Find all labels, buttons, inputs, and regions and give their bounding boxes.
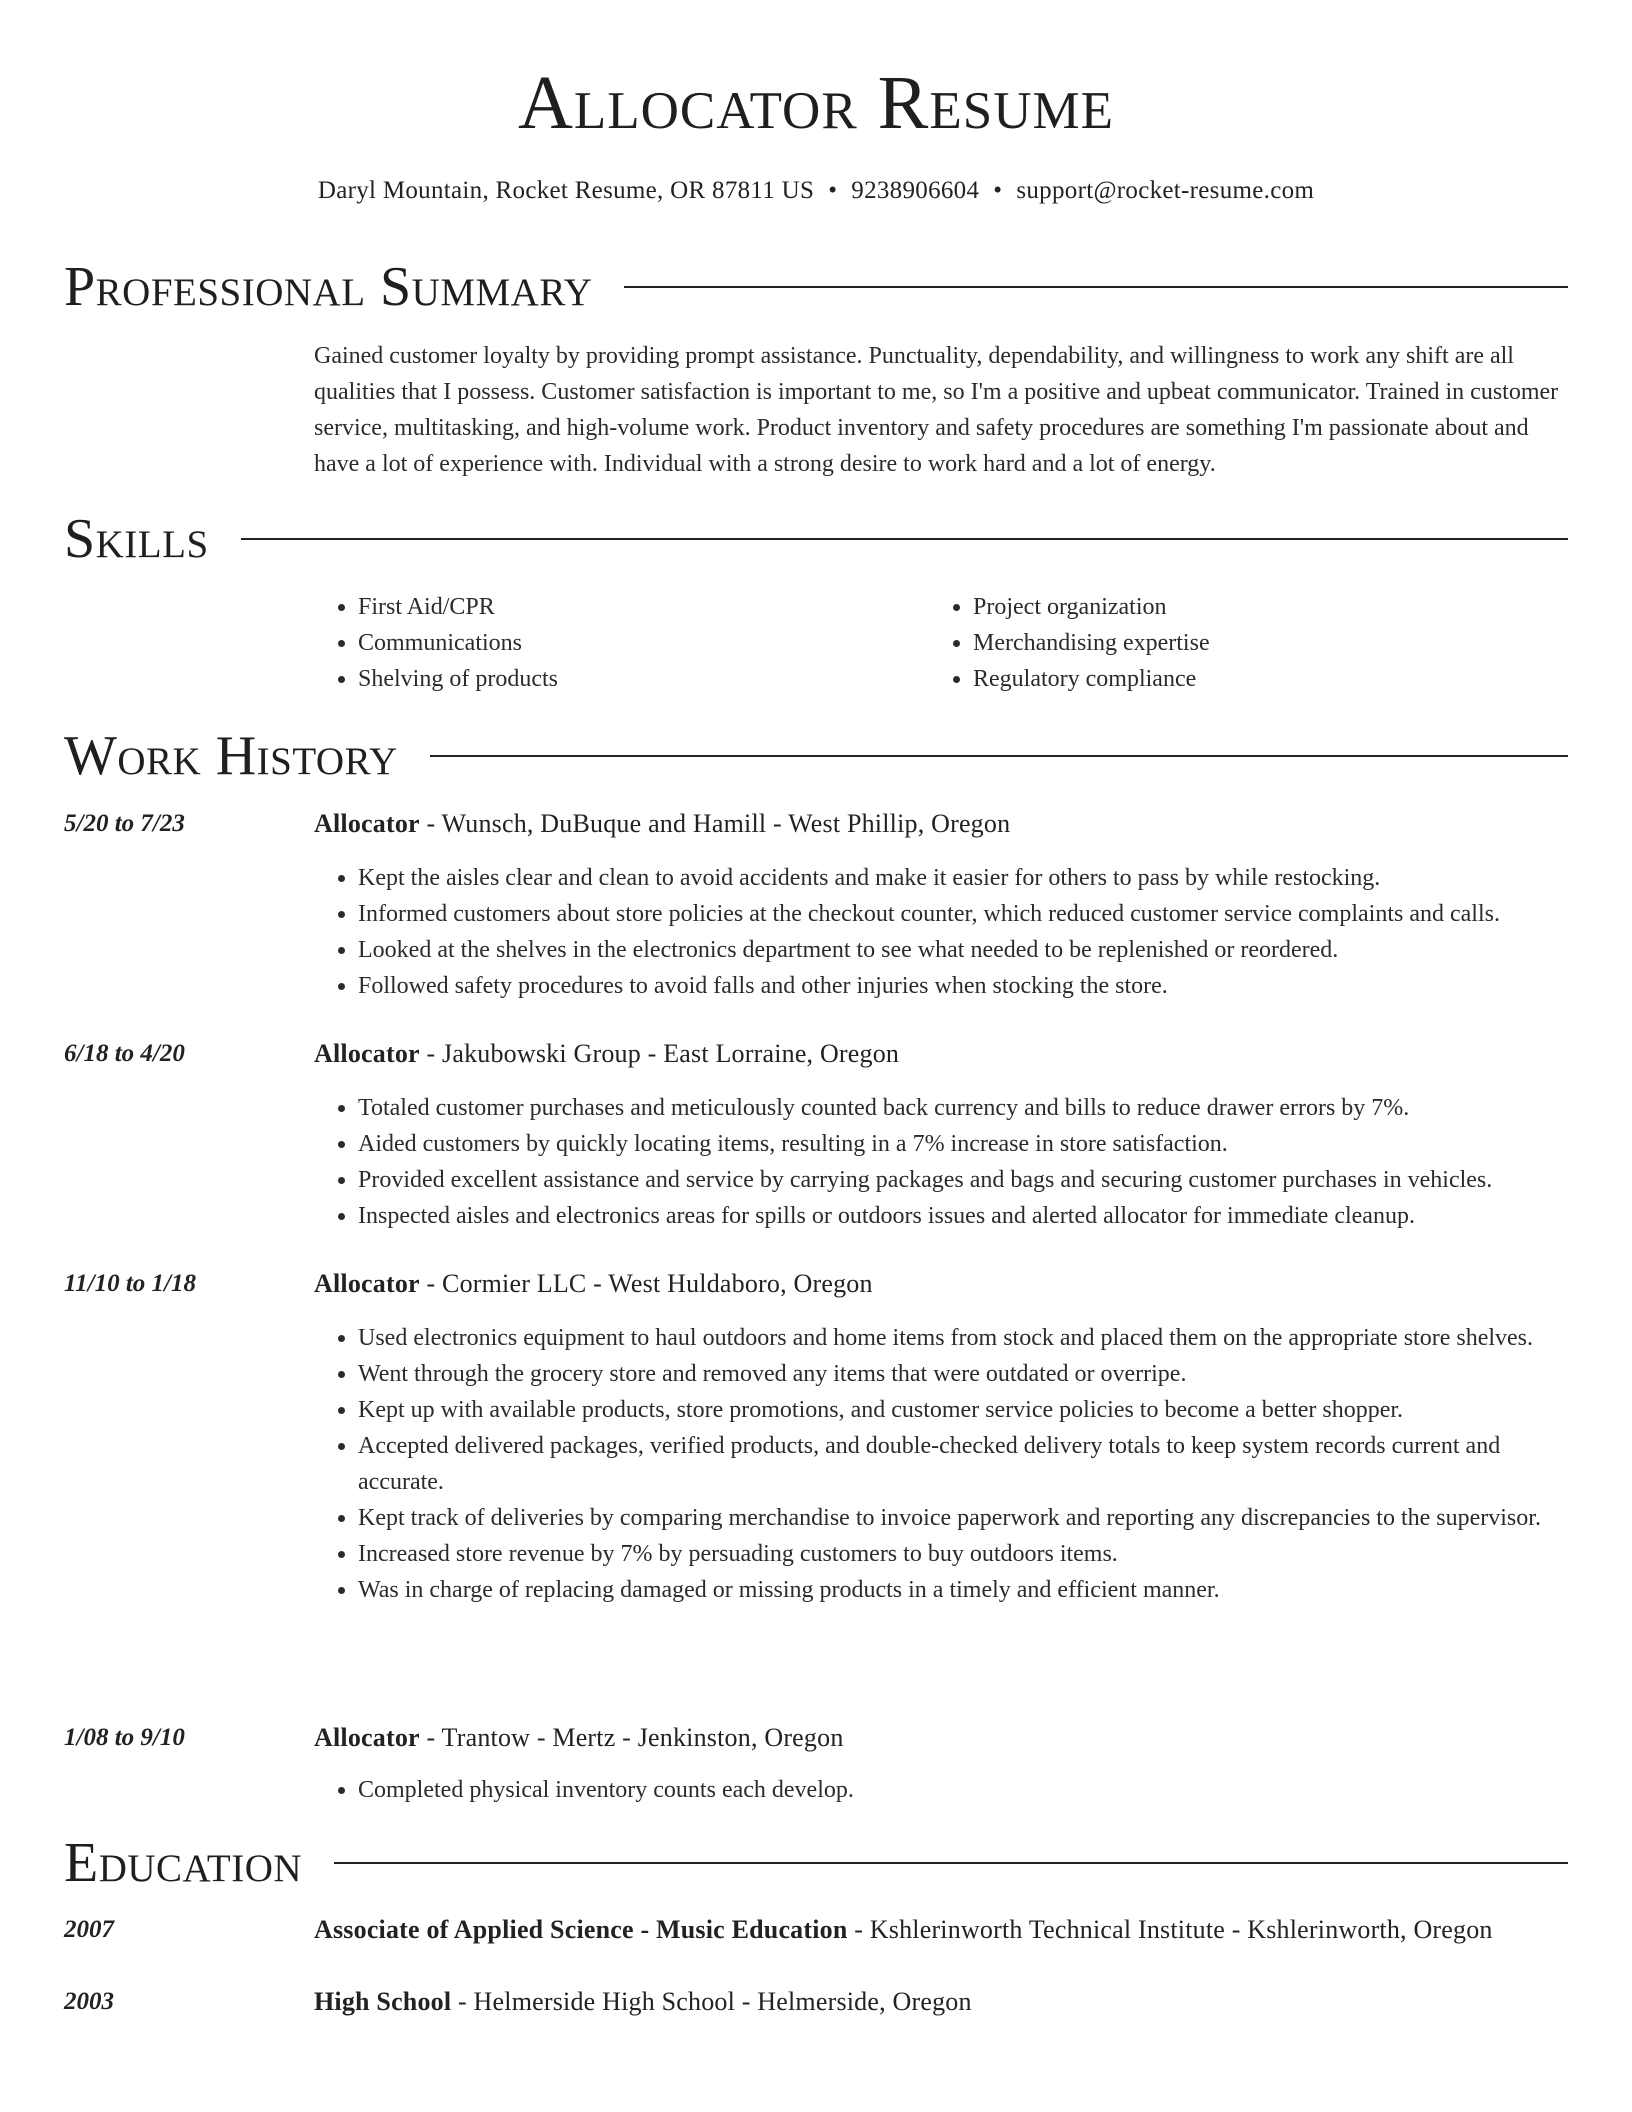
job-bullet: • Was in charge of replacing damaged or missing products in a timely and efficient manner. bbox=[358, 1572, 1568, 1608]
section-title-education: Education bbox=[64, 1832, 303, 1894]
education-heading bbox=[314, 1912, 1568, 1948]
education-details: - Kshlerinworth Technical Institute - Kshlerinworth, Oregon bbox=[847, 1915, 1493, 1944]
job-bullet: • Followed safety procedures to avoid falls and other injuries when stocking the store. bbox=[358, 968, 1568, 1004]
job-details: - Cormier LLC - West Huldaboro, Oregon bbox=[419, 1269, 873, 1298]
job-details: - Jakubowski Group - East Lorraine, Oregon bbox=[419, 1039, 900, 1068]
job-bullet: • Increased store revenue by 7% by persuading customers to buy outdoors items. bbox=[358, 1536, 1568, 1572]
job-bullet: • Totaled customer purchases and meticulously counted back currency and bills to reduce drawer errors by 7%. bbox=[358, 1090, 1568, 1126]
section-divider bbox=[241, 538, 1568, 540]
section-divider bbox=[334, 1862, 1568, 1864]
education-year: 2007 bbox=[64, 1916, 114, 1943]
section-header-summary bbox=[64, 252, 1568, 322]
job-bullets bbox=[314, 1090, 1568, 1234]
job-title: Allocator bbox=[314, 809, 420, 838]
job-bullet: • Accepted delivered packages, verified products, and double-checked delivery totals to keep system records current and accurate. bbox=[358, 1428, 1568, 1500]
skill-item: • First Aid/CPR bbox=[358, 589, 929, 625]
education-heading bbox=[314, 1984, 1568, 2020]
job-bullet: • Completed physical inventory counts each develop. bbox=[358, 1772, 1568, 1808]
education-details: - Helmerside High School - Helmerside, Oregon bbox=[451, 1987, 972, 2016]
section-title-summary: Professional Summary bbox=[64, 256, 593, 318]
section-divider bbox=[430, 755, 1568, 757]
skill-item: • Merchandising expertise bbox=[973, 625, 1544, 661]
job-heading bbox=[314, 1036, 1568, 1072]
job-bullet: • Aided customers by quickly locating items, resulting in a 7% increase in store satisfaction. bbox=[358, 1126, 1568, 1162]
job-dates: 5/20 to 7/23 bbox=[64, 810, 185, 837]
contact-email[interactable]: support@rocket-resume.com bbox=[1016, 177, 1315, 204]
job-bullet: • Kept the aisles clear and clean to avoid accidents and make it easier for others to pass by while restocking. bbox=[358, 860, 1568, 896]
contact-separator: • bbox=[828, 177, 838, 204]
job-bullet: • Looked at the shelves in the electronics department to see what needed to be replenished or reordered. bbox=[358, 932, 1568, 968]
job-bullet: • Informed customers about store policies at the checkout counter, which reduced customer service complaints and calls. bbox=[358, 896, 1568, 932]
job-bullets bbox=[314, 1772, 1568, 1808]
section-header-education bbox=[64, 1828, 1568, 1898]
skills-list bbox=[314, 589, 1568, 697]
section-header-work-history bbox=[64, 721, 1568, 791]
job-bullets bbox=[314, 1320, 1568, 1608]
section-divider bbox=[624, 286, 1568, 288]
skill-item: • Shelving of products bbox=[358, 661, 929, 697]
contact-address: Daryl Mountain, Rocket Resume, OR 87811 US bbox=[317, 177, 815, 204]
skill-item: • Communications bbox=[358, 625, 929, 661]
job-title: Allocator bbox=[314, 1269, 420, 1298]
job-dates: 6/18 to 4/20 bbox=[64, 1040, 185, 1067]
job-heading bbox=[314, 1266, 1568, 1302]
job-details: - Wunsch, DuBuque and Hamill - West Phillip, Oregon bbox=[419, 809, 1011, 838]
job-bullet: • Used electronics equipment to haul outdoors and home items from stock and placed them on the appropriate store shelves. bbox=[358, 1320, 1568, 1356]
job-bullet: • Kept track of deliveries by comparing merchandise to invoice paperwork and reporting any discrepancies to the supervisor. bbox=[358, 1500, 1568, 1536]
contact-line bbox=[0, 174, 1632, 208]
section-title-skills: Skills bbox=[64, 508, 209, 570]
education-degree: Associate of Applied Science - Music Education bbox=[314, 1915, 848, 1944]
job-dates: 11/10 to 1/18 bbox=[64, 1270, 196, 1297]
job-heading bbox=[314, 806, 1568, 842]
resume-title: Allocator Resume bbox=[517, 61, 1115, 145]
job-dates: 1/08 to 9/10 bbox=[64, 1724, 185, 1751]
job-bullet: • Inspected aisles and electronics areas for spills or outdoors issues and alerted allocator for immediate cleanup. bbox=[358, 1198, 1568, 1234]
job-bullet: • Went through the grocery store and removed any items that were outdated or overripe. bbox=[358, 1356, 1568, 1392]
job-details: - Trantow - Mertz - Jenkinston, Oregon bbox=[419, 1723, 844, 1752]
contact-phone[interactable]: 9238906604 bbox=[851, 177, 980, 204]
section-header-skills bbox=[64, 504, 1568, 574]
section-title-work-history: Work History bbox=[64, 725, 398, 787]
skill-item: • Project organization bbox=[973, 589, 1544, 625]
job-bullets bbox=[314, 860, 1568, 1004]
job-bullet: • Provided excellent assistance and service by carrying packages and bags and securing customer purchases in vehicles. bbox=[358, 1162, 1568, 1198]
skills-column-right bbox=[929, 589, 1544, 697]
education-degree: High School bbox=[314, 1987, 452, 2016]
skills-column-left bbox=[314, 589, 929, 697]
job-title: Allocator bbox=[314, 1039, 420, 1068]
job-title: Allocator bbox=[314, 1723, 420, 1752]
summary-text: Gained customer loyalty by providing prompt assistance. Punctuality, dependability, and willingness to work any shift are all qualities that I possess. Customer satisfaction is important to me, so I'm a positive and upbeat communicator. Trained in customer service, multitasking, and high-volume work. Product inventory and safety procedures are something I'm passionate about and have a lot of experience with. Individual with a strong desire to work hard and a lot of energy. bbox=[314, 343, 1559, 477]
skill-item: • Regulatory compliance bbox=[973, 661, 1544, 697]
job-bullet: • Kept up with available products, store promotions, and customer service policies to become a better shopper. bbox=[358, 1392, 1568, 1428]
education-year: 2003 bbox=[64, 1988, 114, 2015]
contact-separator: • bbox=[993, 177, 1003, 204]
job-heading bbox=[314, 1720, 1568, 1756]
